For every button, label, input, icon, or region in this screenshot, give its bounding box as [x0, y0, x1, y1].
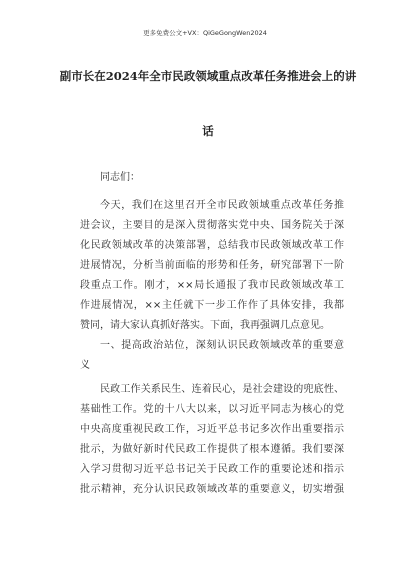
section-heading-line: 义 — [80, 360, 90, 371]
paragraph-line: 今天，我们在这里召开全市民政领域重点改革任务推 — [100, 200, 344, 211]
paragraph-line: 赞同，请大家认真抓好落实。下面，我再强调几点意见。 — [80, 320, 330, 331]
header-note: 更多免费公文+VX：QiGeGongWen2024 — [143, 29, 267, 37]
section-heading-line: 一、提高政治站位，深刻认识民政领域改革的重要意 — [100, 340, 344, 351]
document-title-line-1: 副市长在2024年全市民政领域重点改革任务推进会上的讲 — [59, 69, 357, 83]
salutation: 同志们： — [100, 172, 140, 183]
document-title-line-2: 话 — [202, 124, 214, 138]
paragraph-line: 进会议，主要目的是深入贯彻落实党中央、国务院关于深 — [80, 220, 344, 231]
paragraph-line: 化民政领域改革的决策部署，总结我市民政领域改革工作 — [80, 240, 344, 251]
paragraph-line: 作进展情况，××主任就下一步工作作了具体安排，我都 — [80, 300, 344, 311]
paragraph-line: 民政工作关系民生、连着民心，是社会建设的兜底性、 — [100, 384, 344, 395]
paragraph-line: 入学习贯彻习近平总书记关于民政工作的重要论述和指示 — [80, 464, 344, 475]
paragraph-line: 中央高度重视民政工作，习近平总书记多次作出重要指示 — [80, 424, 344, 435]
paragraph-line: 进展情况，分析当前面临的形势和任务，研究部署下一阶 — [80, 260, 344, 271]
paragraph-line: 批示，为做好新时代民政工作提供了根本遵循。我们要深 — [80, 444, 344, 455]
paragraph-line: 段重点工作。刚才，××局长通报了我市民政领域改革工 — [80, 280, 344, 291]
paragraph-line: 批示精神，充分认识民政领域改革的重要意义，切实增强 — [80, 484, 344, 495]
paragraph-line: 基础性工作。党的十八大以来，以习近平同志为核心的党 — [80, 404, 344, 415]
